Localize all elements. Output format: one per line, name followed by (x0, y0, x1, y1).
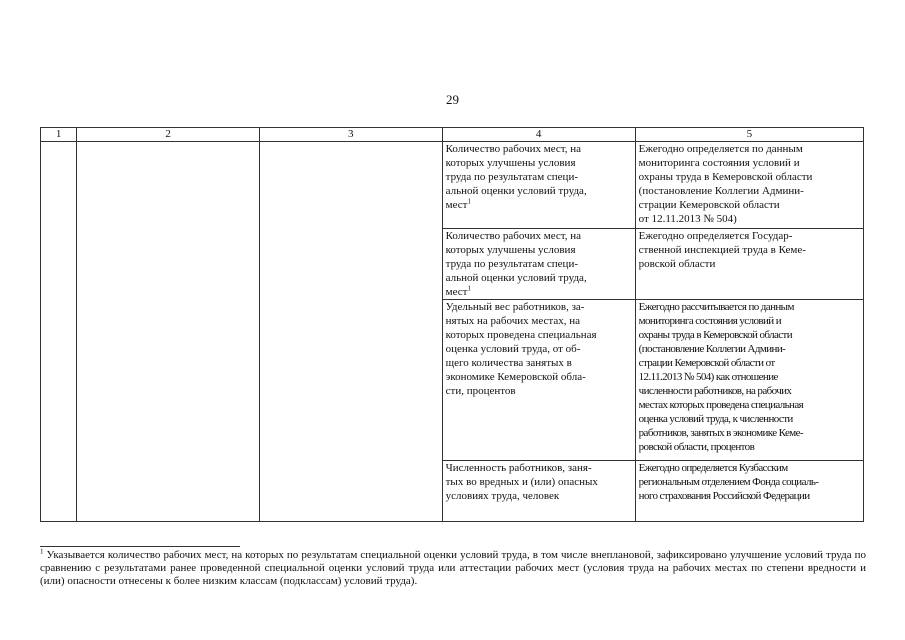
source-text: Ежегодно рассчитывается по данным мониторинга состояния условий и охраны труда в Кемеровской области (постановление Коллегии Админи- страции Кемеровской области от 12.11.2013 № 504) как отношение численности работников, на рабочих местах которых проведена специальная оценка условий труда, к численности работников, занятых в экономике Кеме- ровской области, процентов (638, 301, 804, 453)
table-header-row (41, 128, 864, 142)
footnote-marker: 1 (40, 547, 44, 556)
indicators-table (40, 127, 864, 522)
indicator-text: Удельный вес работников, за- нятых на рабочих местах, на которых проведена специальная оценка условий труда, от об- щего количества занятых в экономике Кемеровской обла- сти, процентов (445, 301, 597, 397)
empty-cell-col2 (77, 142, 260, 522)
source-cell (635, 142, 863, 229)
indicator-text (446, 142, 632, 212)
column-header-2: 2 (77, 128, 260, 142)
empty-cell-col3 (259, 142, 442, 522)
source-text: Ежегодно определяется Государ- ственной инспекцией труда в Кеме- ровской области (638, 230, 806, 270)
source-cell (635, 300, 863, 461)
indicator-cell (442, 461, 635, 522)
source-text: Ежегодно определяется по данным мониторинга состояния условий и охраны труда в Кемеровской области (постановление Коллегии Админи- страции Кемеровской области от 12.11.2013 № 504) (638, 143, 813, 225)
footnote-ref: 1 (467, 197, 471, 206)
indicator-label: Количество рабочих мест, на которых улучшены условия труда по результатам специ- альной оценки условий труда, мест (445, 143, 587, 211)
empty-cell-col1 (41, 142, 77, 522)
source-cell (635, 229, 863, 300)
footnote-text: Указывается количество рабочих мест, на которых по результатам специальной оценки условий труда, в том числе внеплановой, зафиксировано улучшение условий труда по сравнению с результатами ранее проведенной специальной оценки условий труда или аттестации рабочих мест (условия труда на рабочих местах по степени вредности и (или) опасности отнесены к более низким классам (подклассам) условий труда). (40, 549, 867, 587)
indicator-cell (442, 142, 635, 229)
indicator-text (446, 229, 632, 299)
footnote-divider (40, 546, 240, 547)
column-header-5: 5 (635, 128, 863, 142)
page-number: 29 (446, 92, 459, 107)
source-text: Ежегодно определяется Кузбасским региональным отделением Фонда социаль- ного страхования Российской Федерации (638, 462, 819, 502)
column-header-1: 1 (41, 128, 77, 142)
source-cell (635, 461, 863, 522)
indicator-label: Количество рабочих мест, на которых улучшены условия труда по результатам специ- альной оценки условий труда, мест (445, 230, 587, 298)
indicator-cell (442, 300, 635, 461)
footnote (40, 549, 866, 588)
table-row (41, 142, 864, 229)
indicator-text: Численность работников, заня- тых во вредных и (или) опасных условиях труда, человек (445, 462, 598, 502)
column-header-4: 4 (442, 128, 635, 142)
column-header-3: 3 (259, 128, 442, 142)
footnote-ref: 1 (467, 284, 471, 293)
indicator-cell (442, 229, 635, 300)
